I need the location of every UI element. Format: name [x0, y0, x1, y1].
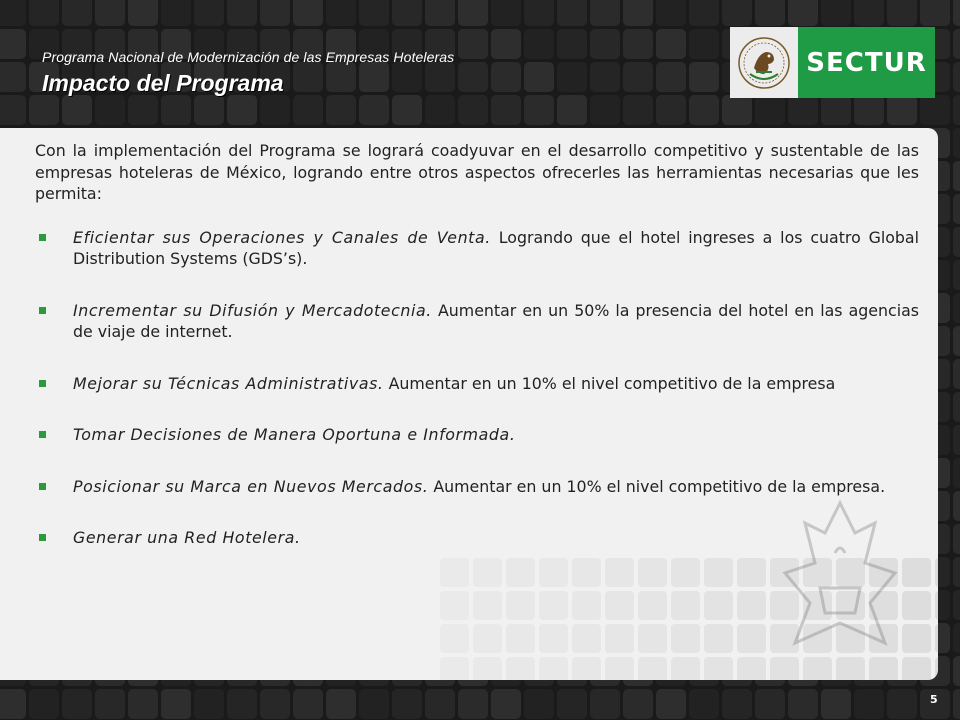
bullet-icon: [39, 307, 46, 314]
bullet-heading: Mejorar su Técnicas Administrativas.: [73, 373, 384, 393]
bullet-heading: Incrementar su Difusión y Mercadotecnia.: [73, 300, 432, 320]
bullet-icon: [39, 534, 46, 541]
intro-paragraph: Con la implementación del Programa se logrará coadyuvar en el desarrollo competitivo y sustentable de las empresas hoteleras de México, logrando entre otros aspectos ofrecerles las herramientas necesarias que les permita:: [35, 141, 919, 203]
bullet-icon: [39, 431, 46, 438]
page-number: 5: [930, 693, 938, 706]
bullet-text: Aumentar en un 10% el nivel competitivo de la empresa.: [428, 476, 886, 496]
header-subtitle: Programa Nacional de Modernización de las Empresas Hoteleras: [42, 49, 455, 65]
mexico-coat-of-arms-icon: [730, 27, 798, 98]
list-item: [35, 373, 919, 395]
bullet-list: [35, 227, 919, 549]
bullet-text: Aumentar en un 10% el nivel competitivo de la empresa: [383, 373, 836, 393]
content-panel: [0, 128, 938, 680]
bullet-heading: Tomar Decisiones de Manera Oportuna e Informada.: [73, 425, 516, 444]
sectur-logo: [730, 27, 935, 98]
list-item: [35, 476, 919, 498]
page-title: Impacto del Programa: [42, 70, 284, 96]
sectur-brand-text: SECTUR: [798, 27, 935, 98]
main-content: [35, 140, 919, 579]
bullet-icon: [39, 234, 46, 241]
bullet-text: Aumentar en un 50% la presencia del hotel en las agencias de viaje de internet.: [73, 300, 919, 341]
bullet-icon: [39, 483, 46, 490]
list-item: [35, 424, 919, 446]
list-item: [35, 227, 919, 270]
bullet-heading: Eficientar sus Operaciones y Canales de Venta.: [73, 227, 491, 247]
bullet-heading: Posicionar su Marca en Nuevos Mercados.: [73, 476, 429, 496]
list-item: [35, 527, 919, 549]
list-item: [35, 300, 919, 343]
bullet-text: Logrando que el hotel ingreses a los cuatro Global Distribution Systems (GDS’s).: [73, 227, 920, 268]
bullet-heading: Generar una Red Hotelera.: [73, 528, 301, 547]
bullet-icon: [39, 380, 46, 387]
